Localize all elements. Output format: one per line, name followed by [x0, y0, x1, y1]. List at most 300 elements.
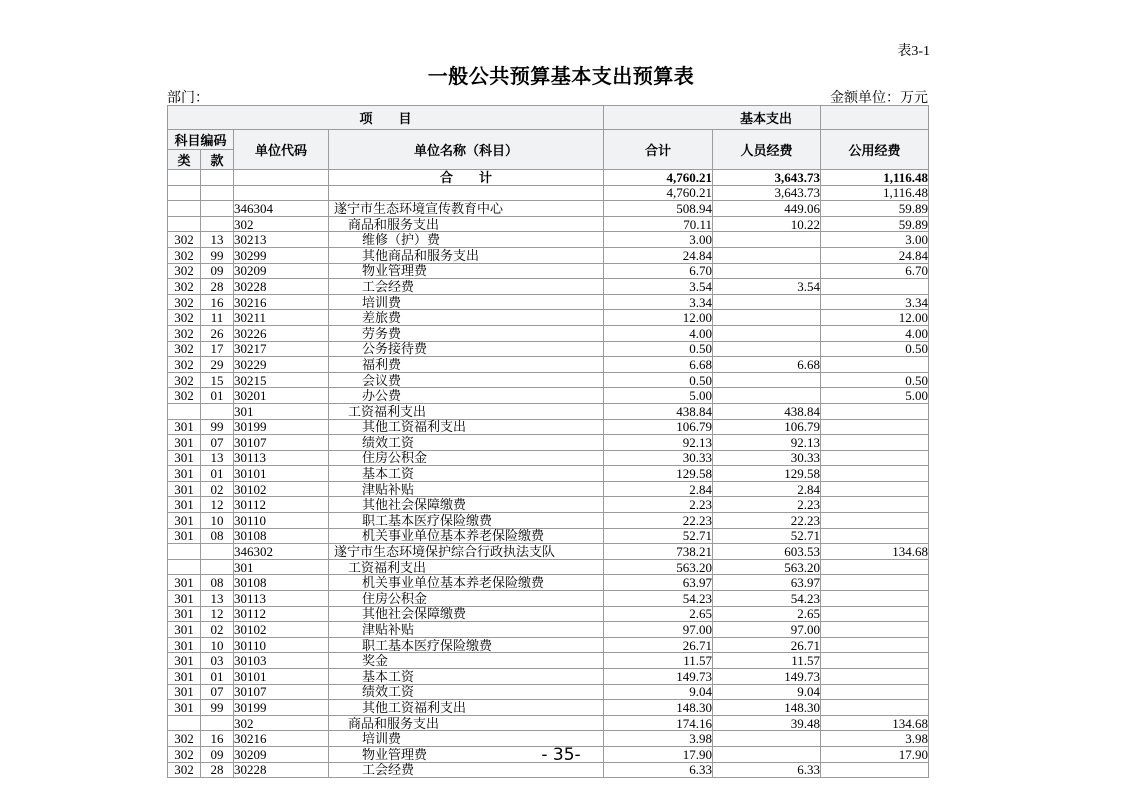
section-code-cell: 99	[201, 247, 234, 263]
total-cell: 3.34	[604, 294, 713, 310]
section-code-cell: 12	[201, 497, 234, 513]
total-cell: 508.94	[604, 201, 713, 217]
table-row	[168, 403, 929, 419]
public-expense-cell: 134.68	[821, 715, 929, 731]
class-code-cell: 301	[168, 497, 201, 513]
unit-code-cell: 30226	[234, 325, 329, 341]
personnel-expense-cell: 603.53	[713, 544, 821, 560]
unit-name-cell: 其他社会保障缴费	[329, 497, 604, 513]
personnel-expense-cell: 54.23	[713, 591, 821, 607]
class-code-cell	[168, 544, 201, 560]
unit-code-cell: 302	[234, 216, 329, 232]
class-code-cell: 301	[168, 466, 201, 482]
table-row	[168, 481, 929, 497]
section-code-cell	[201, 715, 234, 731]
unit-name-cell: 住房公积金	[329, 450, 604, 466]
header-class: 类	[168, 150, 201, 170]
page-number: - 35-	[541, 745, 581, 765]
total-cell: 22.23	[604, 513, 713, 529]
class-code-cell	[168, 715, 201, 731]
section-code-cell: 16	[201, 294, 234, 310]
public-expense-cell: 24.84	[821, 247, 929, 263]
unit-name-cell: 福利费	[329, 357, 604, 373]
total-cell: 17.90	[604, 746, 713, 762]
personnel-expense-cell	[713, 247, 821, 263]
unit-name-cell: 商品和服务支出	[329, 216, 604, 232]
public-expense-cell: 3.00	[821, 232, 929, 248]
unit-name-cell: 住房公积金	[329, 591, 604, 607]
personnel-expense-cell: 3.54	[713, 279, 821, 295]
personnel-expense-cell: 39.48	[713, 715, 821, 731]
table-row	[168, 372, 929, 388]
personnel-expense-cell: 3,643.73	[713, 185, 821, 201]
unit-code-cell: 30110	[234, 513, 329, 529]
unit-name-cell: 工资福利支出	[329, 559, 604, 575]
unit-name-cell: 奖金	[329, 653, 604, 669]
personnel-expense-cell: 449.06	[713, 201, 821, 217]
unit-code-cell: 30107	[234, 435, 329, 451]
total-cell: 2.84	[604, 481, 713, 497]
personnel-expense-cell: 2.65	[713, 606, 821, 622]
class-code-cell	[168, 170, 201, 186]
personnel-expense-cell: 52.71	[713, 528, 821, 544]
unit-name-cell: 差旅费	[329, 310, 604, 326]
personnel-expense-cell: 438.84	[713, 403, 821, 419]
header-section: 款	[201, 150, 234, 170]
section-code-cell	[201, 201, 234, 217]
amount-unit-label: 金额单位：万元	[830, 91, 928, 106]
unit-code-cell: 30209	[234, 746, 329, 762]
unit-code-cell: 30112	[234, 606, 329, 622]
unit-code-cell: 30215	[234, 372, 329, 388]
class-code-cell: 301	[168, 450, 201, 466]
table-row	[168, 684, 929, 700]
public-expense-cell	[821, 450, 929, 466]
class-code-cell: 301	[168, 700, 201, 716]
total-cell: 24.84	[604, 247, 713, 263]
class-code-cell: 302	[168, 279, 201, 295]
class-code-cell: 301	[168, 575, 201, 591]
section-code-cell: 09	[201, 263, 234, 279]
section-code-cell: 17	[201, 341, 234, 357]
unit-name-cell: 物业管理费	[329, 746, 604, 762]
unit-code-cell: 30113	[234, 591, 329, 607]
public-expense-cell	[821, 481, 929, 497]
section-code-cell: 13	[201, 591, 234, 607]
public-expense-cell: 0.50	[821, 372, 929, 388]
section-code-cell: 29	[201, 357, 234, 373]
unit-code-cell: 30108	[234, 575, 329, 591]
table-row	[168, 341, 929, 357]
unit-name-cell: 基本工资	[329, 466, 604, 482]
unit-code-cell: 346304	[234, 201, 329, 217]
public-expense-cell: 1,116.48	[821, 170, 929, 186]
header-unit-code: 单位代码	[234, 130, 329, 170]
personnel-expense-cell: 3,643.73	[713, 170, 821, 186]
personnel-expense-cell: 148.30	[713, 700, 821, 716]
table-row	[168, 170, 929, 186]
total-cell: 174.16	[604, 715, 713, 731]
public-expense-cell	[821, 669, 929, 685]
total-cell: 106.79	[604, 419, 713, 435]
section-code-cell	[201, 216, 234, 232]
class-code-cell: 301	[168, 528, 201, 544]
table-row	[168, 528, 929, 544]
class-code-cell: 301	[168, 622, 201, 638]
header-total: 合计	[604, 130, 713, 170]
table-tag: 表3-1	[897, 44, 930, 59]
section-code-cell: 08	[201, 575, 234, 591]
class-code-cell: 302	[168, 388, 201, 404]
table-row	[168, 715, 929, 731]
class-code-cell: 301	[168, 513, 201, 529]
total-cell: 4.00	[604, 325, 713, 341]
unit-code-cell	[234, 170, 329, 186]
section-code-cell: 09	[201, 746, 234, 762]
total-cell: 0.50	[604, 372, 713, 388]
total-cell: 6.70	[604, 263, 713, 279]
table-row	[168, 388, 929, 404]
unit-name-cell: 基本工资	[329, 669, 604, 685]
unit-name-cell: 劳务费	[329, 325, 604, 341]
unit-code-cell: 30228	[234, 762, 329, 778]
class-code-cell	[168, 403, 201, 419]
section-code-cell	[201, 403, 234, 419]
total-cell: 738.21	[604, 544, 713, 560]
unit-name-cell: 绩效工资	[329, 684, 604, 700]
section-code-cell: 03	[201, 653, 234, 669]
unit-code-cell: 30217	[234, 341, 329, 357]
table-row	[168, 294, 929, 310]
section-code-cell: 99	[201, 419, 234, 435]
unit-name-cell: 物业管理费	[329, 263, 604, 279]
unit-name-cell: 津贴补贴	[329, 481, 604, 497]
header-row	[168, 130, 929, 150]
public-expense-cell	[821, 357, 929, 373]
class-code-cell	[168, 216, 201, 232]
section-code-cell: 07	[201, 684, 234, 700]
personnel-expense-cell: 2.23	[713, 497, 821, 513]
public-expense-cell: 12.00	[821, 310, 929, 326]
public-expense-cell	[821, 684, 929, 700]
total-cell: 129.58	[604, 466, 713, 482]
unit-name-cell: 津贴补贴	[329, 622, 604, 638]
total-cell: 11.57	[604, 653, 713, 669]
public-expense-cell	[821, 653, 929, 669]
unit-code-cell: 30229	[234, 357, 329, 373]
unit-code-cell: 30299	[234, 247, 329, 263]
table-row	[168, 497, 929, 513]
class-code-cell: 302	[168, 325, 201, 341]
unit-name-cell: 机关事业单位基本养老保险缴费	[329, 528, 604, 544]
personnel-expense-cell: 92.13	[713, 435, 821, 451]
class-code-cell: 302	[168, 232, 201, 248]
unit-code-cell: 30211	[234, 310, 329, 326]
personnel-expense-cell: 106.79	[713, 419, 821, 435]
table-row	[168, 201, 929, 217]
section-code-cell: 01	[201, 388, 234, 404]
public-expense-cell: 59.89	[821, 201, 929, 217]
section-code-cell	[201, 170, 234, 186]
unit-code-cell: 30107	[234, 684, 329, 700]
total-cell: 438.84	[604, 403, 713, 419]
table-row	[168, 669, 929, 685]
class-code-cell	[168, 185, 201, 201]
class-code-cell	[168, 201, 201, 217]
total-cell: 2.23	[604, 497, 713, 513]
header-group-row	[168, 106, 929, 130]
public-expense-cell	[821, 435, 929, 451]
public-expense-cell	[821, 419, 929, 435]
personnel-expense-cell: 97.00	[713, 622, 821, 638]
header-public-expense: 公用经费	[821, 130, 929, 170]
table-row	[168, 700, 929, 716]
table-row	[168, 544, 929, 560]
total-cell: 3.00	[604, 232, 713, 248]
public-expense-cell: 6.70	[821, 263, 929, 279]
personnel-expense-cell	[713, 294, 821, 310]
public-expense-cell	[821, 466, 929, 482]
class-code-cell: 301	[168, 684, 201, 700]
unit-code-cell: 30110	[234, 637, 329, 653]
class-code-cell: 301	[168, 606, 201, 622]
unit-code-cell: 301	[234, 403, 329, 419]
unit-name-cell: 培训费	[329, 731, 604, 747]
section-code-cell: 13	[201, 232, 234, 248]
total-cell: 12.00	[604, 310, 713, 326]
table-row	[168, 247, 929, 263]
public-expense-cell	[821, 700, 929, 716]
department-label: 部门：	[167, 91, 209, 106]
unit-name-cell: 工资福利支出	[329, 403, 604, 419]
section-code-cell: 99	[201, 700, 234, 716]
section-code-cell: 10	[201, 513, 234, 529]
total-cell: 70.11	[604, 216, 713, 232]
public-expense-cell	[821, 575, 929, 591]
unit-code-cell: 30102	[234, 622, 329, 638]
section-code-cell: 26	[201, 325, 234, 341]
public-expense-cell: 134.68	[821, 544, 929, 560]
section-code-cell	[201, 559, 234, 575]
section-code-cell: 12	[201, 606, 234, 622]
section-code-cell: 11	[201, 310, 234, 326]
public-expense-cell	[821, 591, 929, 607]
section-code-cell: 28	[201, 762, 234, 778]
total-cell: 3.54	[604, 279, 713, 295]
section-code-cell: 02	[201, 622, 234, 638]
public-expense-cell	[821, 279, 929, 295]
section-code-cell: 01	[201, 669, 234, 685]
total-cell: 6.33	[604, 762, 713, 778]
unit-name-cell	[329, 185, 604, 201]
section-code-cell	[201, 544, 234, 560]
table-row	[168, 450, 929, 466]
header-basic-expenditure-label: 基本支出	[740, 111, 793, 126]
unit-code-cell: 30113	[234, 450, 329, 466]
section-code-cell: 08	[201, 528, 234, 544]
table-row	[168, 637, 929, 653]
class-code-cell	[168, 559, 201, 575]
unit-code-cell: 30199	[234, 419, 329, 435]
class-code-cell: 302	[168, 247, 201, 263]
unit-name-cell: 职工基本医疗保险缴费	[329, 637, 604, 653]
personnel-expense-cell: 9.04	[713, 684, 821, 700]
budget-table	[167, 105, 929, 778]
public-expense-cell: 3.34	[821, 294, 929, 310]
table-row	[168, 185, 929, 201]
unit-code-cell: 301	[234, 559, 329, 575]
header-split-line	[820, 106, 821, 130]
personnel-expense-cell: 149.73	[713, 669, 821, 685]
public-expense-cell: 4.00	[821, 325, 929, 341]
header-personnel-expense: 人员经费	[713, 130, 821, 170]
unit-code-cell: 30108	[234, 528, 329, 544]
unit-name-cell: 工会经费	[329, 762, 604, 778]
header-basic-expenditure-group	[604, 106, 929, 130]
public-expense-cell: 3.98	[821, 731, 929, 747]
unit-name-cell: 工会经费	[329, 279, 604, 295]
personnel-expense-cell	[713, 263, 821, 279]
total-cell: 26.71	[604, 637, 713, 653]
class-code-cell: 301	[168, 637, 201, 653]
total-cell: 63.97	[604, 575, 713, 591]
total-cell: 5.00	[604, 388, 713, 404]
class-code-cell: 301	[168, 419, 201, 435]
personnel-expense-cell: 129.58	[713, 466, 821, 482]
table-row	[168, 622, 929, 638]
total-cell: 2.65	[604, 606, 713, 622]
table-row	[168, 310, 929, 326]
table-row	[168, 325, 929, 341]
unit-name-cell: 其他工资福利支出	[329, 700, 604, 716]
unit-name-cell: 遂宁市生态环境保护综合行政执法支队	[329, 544, 604, 560]
unit-code-cell: 30216	[234, 294, 329, 310]
personnel-expense-cell	[713, 310, 821, 326]
class-code-cell: 302	[168, 357, 201, 373]
section-code-cell: 01	[201, 466, 234, 482]
meta-row	[167, 87, 928, 107]
total-cell: 30.33	[604, 450, 713, 466]
unit-name-cell: 其他工资福利支出	[329, 419, 604, 435]
unit-name-cell: 办公费	[329, 388, 604, 404]
total-cell: 4,760.21	[604, 170, 713, 186]
class-code-cell: 301	[168, 481, 201, 497]
class-code-cell: 302	[168, 341, 201, 357]
unit-code-cell: 30228	[234, 279, 329, 295]
section-code-cell: 02	[201, 481, 234, 497]
class-code-cell: 302	[168, 746, 201, 762]
personnel-expense-cell: 26.71	[713, 637, 821, 653]
public-expense-cell	[821, 559, 929, 575]
personnel-expense-cell	[713, 372, 821, 388]
table-row	[168, 263, 929, 279]
unit-code-cell: 346302	[234, 544, 329, 560]
public-expense-cell	[821, 528, 929, 544]
public-expense-cell	[821, 403, 929, 419]
unit-name-cell: 商品和服务支出	[329, 715, 604, 731]
total-cell: 6.68	[604, 357, 713, 373]
unit-code-cell: 30103	[234, 653, 329, 669]
class-code-cell: 302	[168, 294, 201, 310]
header-subject-code: 科目编码	[168, 130, 234, 150]
section-code-cell: 16	[201, 731, 234, 747]
section-code-cell: 10	[201, 637, 234, 653]
unit-name-cell: 合 计	[329, 170, 604, 186]
table-row	[168, 216, 929, 232]
total-cell: 148.30	[604, 700, 713, 716]
unit-code-cell: 30216	[234, 731, 329, 747]
unit-name-cell: 会议费	[329, 372, 604, 388]
personnel-expense-cell: 2.84	[713, 481, 821, 497]
class-code-cell: 302	[168, 731, 201, 747]
total-cell: 52.71	[604, 528, 713, 544]
total-cell: 54.23	[604, 591, 713, 607]
class-code-cell: 301	[168, 669, 201, 685]
total-cell: 9.04	[604, 684, 713, 700]
personnel-expense-cell: 6.33	[713, 762, 821, 778]
table-row	[168, 466, 929, 482]
table-row	[168, 419, 929, 435]
public-expense-cell: 59.89	[821, 216, 929, 232]
class-code-cell: 302	[168, 310, 201, 326]
personnel-expense-cell	[713, 388, 821, 404]
class-code-cell: 302	[168, 372, 201, 388]
public-expense-cell	[821, 513, 929, 529]
personnel-expense-cell: 10.22	[713, 216, 821, 232]
class-code-cell: 301	[168, 435, 201, 451]
table-row	[168, 653, 929, 669]
unit-code-cell: 30112	[234, 497, 329, 513]
unit-name-cell: 公务接待费	[329, 341, 604, 357]
personnel-expense-cell: 6.68	[713, 357, 821, 373]
class-code-cell: 302	[168, 762, 201, 778]
personnel-expense-cell: 563.20	[713, 559, 821, 575]
public-expense-cell: 5.00	[821, 388, 929, 404]
total-cell: 149.73	[604, 669, 713, 685]
public-expense-cell	[821, 497, 929, 513]
budget-table-body	[168, 170, 929, 778]
table-row	[168, 591, 929, 607]
unit-code-cell: 302	[234, 715, 329, 731]
unit-name-cell: 机关事业单位基本养老保险缴费	[329, 575, 604, 591]
section-code-cell	[201, 185, 234, 201]
unit-code-cell: 30101	[234, 669, 329, 685]
table-row	[168, 575, 929, 591]
personnel-expense-cell	[713, 232, 821, 248]
table-row	[168, 232, 929, 248]
class-code-cell: 301	[168, 591, 201, 607]
unit-name-cell: 其他社会保障缴费	[329, 606, 604, 622]
header-unit-name: 单位名称（科目）	[329, 130, 604, 170]
section-code-cell: 15	[201, 372, 234, 388]
public-expense-cell	[821, 637, 929, 653]
page-title: 一般公共预算基本支出预算表	[427, 66, 695, 88]
unit-code-cell: 30101	[234, 466, 329, 482]
class-code-cell: 302	[168, 263, 201, 279]
public-expense-cell	[821, 606, 929, 622]
unit-name-cell: 绩效工资	[329, 435, 604, 451]
total-cell: 92.13	[604, 435, 713, 451]
section-code-cell: 28	[201, 279, 234, 295]
table-row	[168, 435, 929, 451]
unit-code-cell: 30201	[234, 388, 329, 404]
unit-name-cell: 其他商品和服务支出	[329, 247, 604, 263]
unit-code-cell: 30102	[234, 481, 329, 497]
table-row	[168, 606, 929, 622]
unit-name-cell: 职工基本医疗保险缴费	[329, 513, 604, 529]
total-cell: 563.20	[604, 559, 713, 575]
personnel-expense-cell: 11.57	[713, 653, 821, 669]
